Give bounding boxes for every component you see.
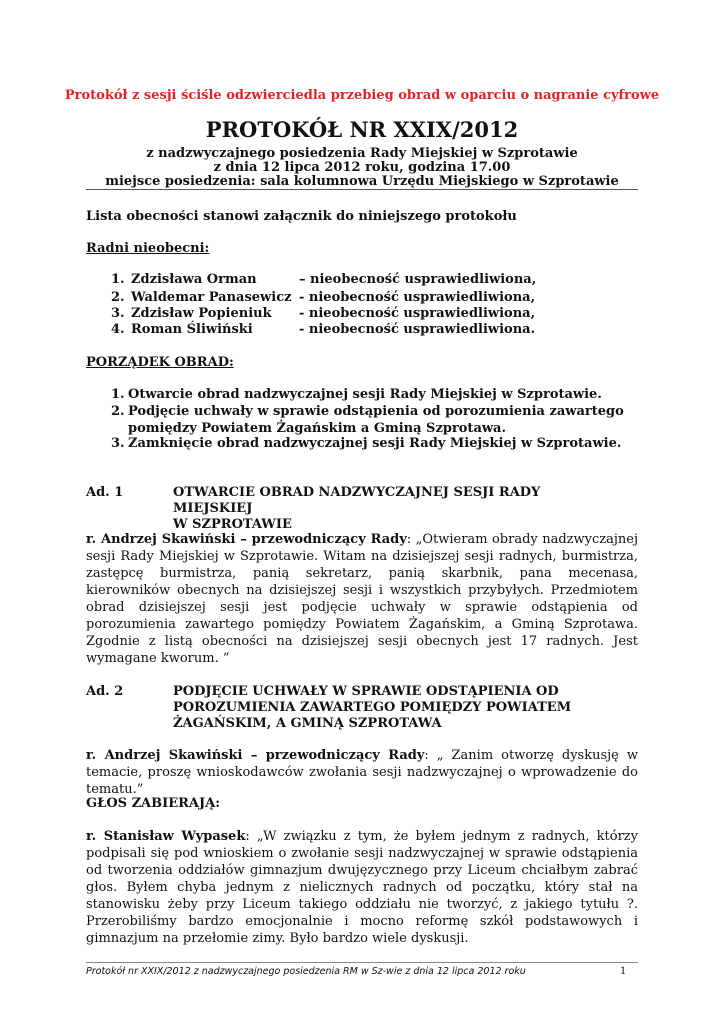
absent-name: Roman Śliwiński — [131, 322, 253, 337]
attendance-note: Lista obecności stanowi załącznik do niniejszego protokołu — [86, 209, 517, 224]
absent-num: 2. — [111, 290, 125, 305]
ad1-text: : „Otwieram obrady nadzwyczajnej sesji Rady Miejskiej w Szprotawie. Witam na dzisiejszej sesji radnych, burmistrza, zastępcę burmistrza, panią sekretarz, panią skarbnik, pana mecenasa, kierowników obecnych na dzisiejszej sesji i wszystkich przybyłych. Przedmiotem obrad dzisiejszej sesji jest podjęcie uchwały w sprawie odstąpienia od porozumienia zawartego pomiędzy Powiatem Żagańskim, a Gminą Szprotawa. Zgodnie z listą obecności na dzisiejszej sesji obecnych jest 17 radnych. Jest wymagane kworum. ” — [86, 532, 638, 666]
footer-divider — [86, 962, 638, 963]
agenda-item — [111, 386, 639, 403]
absent-name: Zdzisława Orman — [131, 272, 257, 287]
agenda-text: Otwarcie obrad nadzwyczajnej sesji Rady Miejskiej w Szprotawie. — [128, 387, 602, 402]
agenda-text: Zamknięcie obrad nadzwyczajnej sesji Rady Miejskiej w Szprotawie. — [128, 436, 622, 451]
absent-name: Zdzisław Popieniuk — [131, 306, 272, 321]
absent-heading: Radni nieobecni: — [86, 241, 210, 256]
agenda-text: Podjęcie uchwały w sprawie odstąpienia od porozumienia zawartego pomiędzy Powiatem Żagańskim a Gminą Szprotawa. — [128, 404, 624, 436]
absent-name: Waldemar Panasewicz — [131, 290, 292, 305]
ad1-paragraph — [86, 531, 638, 667]
page-number: 1 — [620, 966, 627, 977]
ad2-label: Ad. 2 — [86, 684, 124, 699]
recording-note: Protokół z sesji ściśle odzwierciedla przebieg obrad w oparciu o nagranie cyfrowe — [64, 88, 660, 103]
absent-status: - nieobecność usprawiedliwiona, — [299, 306, 536, 321]
footer-text: Protokół nr XXIX/2012 z nadzwyczajnego posiedzenia RM w Sz-wie z dnia 12 lipca 2012 roku — [86, 966, 526, 977]
absent-status: – nieobecność usprawiedliwiona, — [299, 272, 537, 287]
absent-num: 1. — [111, 272, 125, 287]
voices-heading: GŁOS ZABIERAJĄ: — [86, 796, 221, 811]
agenda-item — [111, 435, 639, 452]
agenda-item — [111, 403, 639, 437]
agenda-num: 1. — [111, 387, 125, 402]
voices-text: : „W związku z tym, że byłem jednym z radnych, którzy podpisali się pod wnioskiem o zwołanie sesji nadzwyczajnej w sprawie odstąpienia od tworzenia oddziałów gimnazjum dwujęzycznego przy Liceum chciałbym zabrać głos. Byłem chyba jednym z nielicznych radnych od początku, który stał na stanowisku żeby przy Liceum takiego oddziału nie tworzyć, z jakiego tytułu ?. Przerobiliśmy bardzo emocjonalnie i mocno reformę szkół podstawowych i gimnazjum na przełomie zimy. Było bardzo wiele dyskusji. — [86, 829, 638, 946]
header-divider — [86, 189, 638, 190]
absent-status: - nieobecność usprawiedliwiona, — [299, 290, 536, 305]
voices-speaker: r. Stanisław Wypasek — [86, 829, 246, 844]
agenda-num: 3. — [111, 436, 125, 451]
ad1-title — [173, 485, 613, 533]
protocol-title: PROTOKÓŁ NR XXIX/2012 — [205, 117, 519, 142]
agenda-num: 2. — [111, 404, 125, 419]
agenda-heading: PORZĄDEK OBRAD: — [86, 355, 234, 370]
ad1-title-line: OTWARCIE OBRAD NADZWYCZAJNEJ SESJI RADY MIEJSKIEJ — [173, 485, 541, 516]
absent-status: - nieobecność usprawiedliwiona. — [299, 322, 536, 337]
voices-paragraph — [86, 828, 638, 947]
session-date: z dnia 12 lipca 2012 roku, godzina 17.00 — [213, 160, 511, 175]
session-location: miejsce posiedzenia: sala kolumnowa Urzędu Miejskiego w Szprotawie — [105, 174, 619, 189]
ad2-title-line: ŻAGAŃSKIM, A GMINĄ SZPROTAWA — [173, 716, 442, 731]
ad2-paragraph — [86, 747, 638, 798]
absent-num: 3. — [111, 306, 125, 321]
absent-row — [111, 322, 631, 340]
session-type: z nadzwyczajnego posiedzenia Rady Miejskiej w Szprotawie — [146, 146, 578, 161]
ad2-title-line: PODJĘCIE UCHWAŁY W SPRAWIE ODSTĄPIENIA OD — [173, 684, 559, 699]
ad2-title — [173, 684, 613, 732]
ad1-speaker: r. Andrzej Skawiński – przewodniczący Rady — [86, 532, 407, 547]
ad2-speaker: r. Andrzej Skawiński – przewodniczący Rady — [86, 748, 425, 763]
ad2-text: : „ Zanim otworzę dyskusję w temacie, proszę wnioskodawców zwołania sesji nadzwyczajnej o wprowadzenie do tematu.” — [86, 748, 638, 797]
absent-num: 4. — [111, 322, 125, 337]
ad1-title-line: W SZPROTAWIE — [173, 517, 292, 532]
absent-row — [111, 272, 631, 290]
ad1-label: Ad. 1 — [86, 485, 124, 500]
ad2-title-line: POROZUMIENIA ZAWARTEGO POMIĘDZY POWIATEM — [173, 700, 572, 715]
